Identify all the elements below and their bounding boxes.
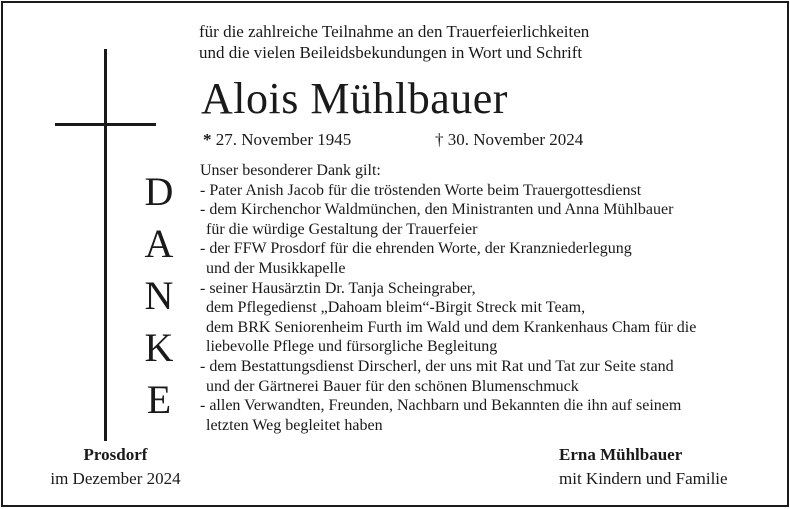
death-info — [435, 130, 583, 150]
thanks-line: liebevolle Pflege und fürsorgliche Begleitung — [206, 338, 498, 356]
danke-letter: D — [144, 169, 174, 214]
death-cross-icon: † — [435, 130, 444, 149]
signer-family: mit Kindern und Familie — [559, 469, 728, 488]
danke-letter: K — [144, 325, 174, 370]
deceased-name: Alois Mühlbauer — [201, 74, 508, 123]
thanks-line: dem Pflegedienst „Dahoam bleim“-Birgit Streck mit Team, — [206, 299, 586, 317]
thanks-line: letzten Weg begleitet haben — [206, 416, 383, 434]
thanks-line: und der Musikkapelle — [206, 259, 346, 277]
thanks-heading: Unser besonderer Dank gilt: — [200, 162, 381, 179]
life-dates — [203, 130, 584, 150]
thanks-line: dem BRK Seniorenheim Furth im Wald und dem Krankenhaus Cham für die — [206, 318, 697, 336]
death-date: 30. November 2024 — [447, 130, 584, 149]
cross-icon-horizontal-bar — [55, 123, 156, 126]
thanks-line: - dem Kirchenchor Waldmünchen, den Ministranten und Anna Mühlbauer — [200, 201, 674, 219]
intro-text — [199, 21, 589, 63]
cross-icon-vertical-bar — [104, 49, 107, 441]
thanks-line: - Pater Anish Jacob für die tröstenden Worte beim Trauergottesdienst — [200, 181, 642, 199]
thanks-line: und der Gärtnerei Bauer für den schönen Blumenschmuck — [206, 377, 579, 395]
place-date: im Dezember 2024 — [50, 469, 181, 488]
signer-name: Erna Mühlbauer — [559, 445, 683, 464]
thanks-line: - seiner Hausärztin Dr. Tanja Scheingraber, — [200, 279, 476, 297]
thanks-line: - der FFW Prosdorf für die ehrenden Worte, der Kranzniederlegung — [200, 240, 632, 258]
birth-symbol: * — [203, 130, 212, 149]
danke-vertical-text — [139, 166, 179, 426]
birth-date: 27. November 1945 — [215, 130, 352, 149]
danke-letter: N — [144, 273, 174, 318]
intro-line-1: für die zahlreiche Teilnahme an den Trauerfeierlichkeiten — [199, 22, 590, 41]
thanks-line: - allen Verwandten, Freunden, Nachbarn und Bekannten die ihn auf seinem — [200, 397, 682, 415]
thanks-section — [200, 161, 696, 435]
thanks-line: - dem Bestattungsdienst Dirscherl, der uns mit Rat und Tat zur Seite stand — [200, 357, 674, 375]
thanks-line: für die würdige Gestaltung der Trauerfeier — [206, 220, 478, 238]
place-and-date — [33, 443, 198, 491]
obituary-card — [1, 1, 789, 507]
danke-letter: A — [144, 221, 174, 266]
danke-letter: E — [146, 377, 172, 422]
signature-block — [559, 443, 728, 491]
place-town: Prosdorf — [83, 445, 148, 464]
intro-line-2: und die vielen Beileidsbekundungen in Wort und Schrift — [199, 43, 583, 62]
